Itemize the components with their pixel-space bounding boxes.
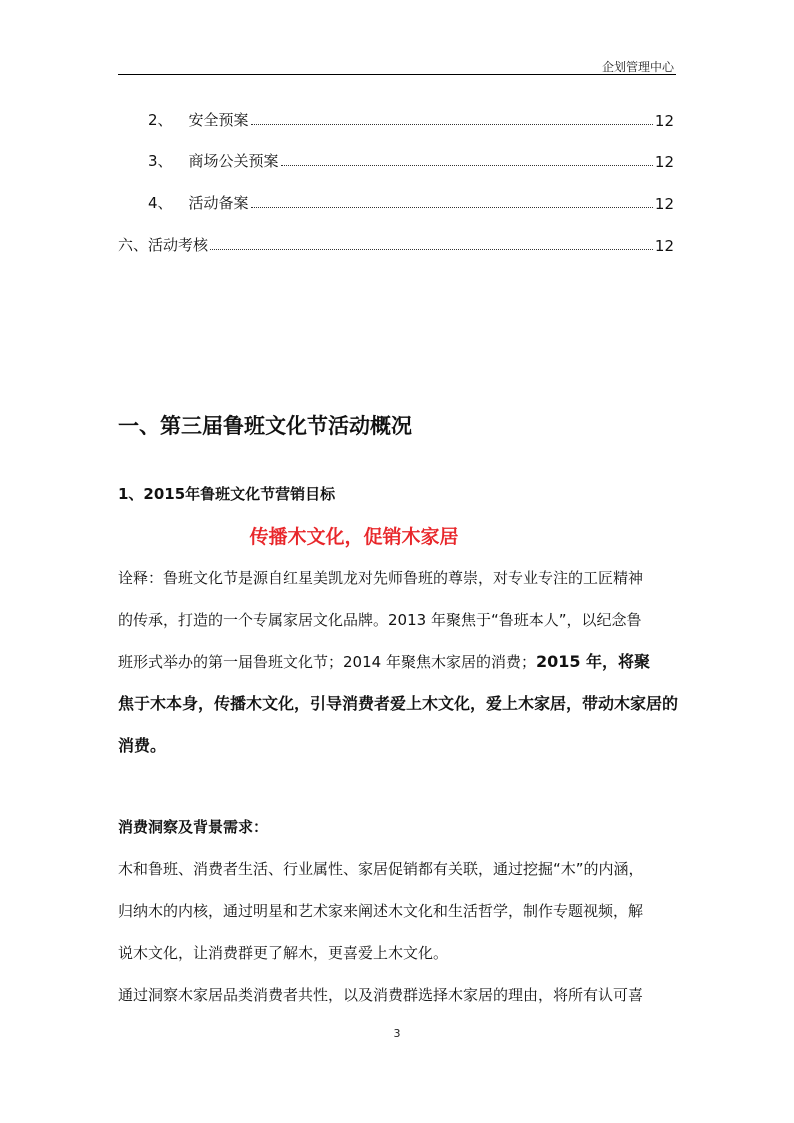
insight-paragraph	[118, 848, 698, 1016]
toc-page: 12	[654, 195, 674, 213]
toc-leader	[251, 206, 653, 208]
intro-paragraph	[118, 557, 678, 767]
toc-page: 12	[654, 112, 674, 130]
paragraph-line: 木和鲁班、消费者生活、行业属性、家居促销都有关联，通过挖掘“木”的内涵，	[118, 860, 644, 878]
paragraph-emphasis: 2015 年，将聚	[535, 652, 651, 671]
toc-leader	[281, 164, 653, 166]
toc-number: 4、	[148, 194, 173, 212]
paragraph-line	[118, 725, 678, 767]
toc-item[interactable]	[118, 189, 674, 213]
insight-heading: 消费洞察及背景需求：	[118, 818, 269, 836]
toc-item[interactable]	[118, 147, 674, 171]
toc-title: 安全预案	[188, 111, 249, 129]
paragraph-line	[118, 641, 678, 683]
toc-page: 12	[654, 237, 674, 255]
paragraph-emphasis: 焦于木本身，传播木文化，引导消费者爱上木文化，爱上木家居，带动木家居的	[118, 694, 679, 713]
toc-number: 2、	[148, 111, 173, 129]
paragraph-line: 通过洞察木家居品类消费者共性，以及消费群选择木家居的理由，将所有认可喜	[118, 986, 644, 1004]
page-header	[118, 56, 676, 75]
paragraph-text: 班形式举办的第一届鲁班文化节；2014 年聚焦木家居的消费；	[118, 653, 536, 671]
paragraph-line: 说木文化，让消费群更了解木，更喜爱上木文化。	[118, 944, 449, 962]
section-heading: 一、第三届鲁班文化节活动概况	[118, 414, 412, 438]
paragraph-emphasis: 消费。	[118, 736, 167, 755]
slogan: 传播木文化，促销木家居	[249, 526, 459, 548]
header-text: 企划管理中心	[601, 60, 674, 74]
toc-number: 3、	[148, 152, 173, 170]
paragraph-line: 诠释：鲁班文化节是源自红星美凯龙对先师鲁班的尊崇，对专业专注的工匠精神	[118, 569, 644, 587]
paragraph-line: 归纳木的内核，通过明星和艺术家来阐述木文化和生活哲学，制作专题视频，解	[118, 902, 644, 920]
page-number: 3	[393, 1027, 401, 1040]
toc-title: 六、活动考核	[118, 236, 209, 254]
toc-item[interactable]	[118, 231, 674, 255]
section-subheading: 1、2015年鲁班文化节营销目标	[118, 485, 336, 503]
toc-item[interactable]	[118, 106, 674, 130]
paragraph-line	[118, 683, 678, 725]
paragraph-line: 的传承，打造的一个专属家居文化品牌。2013 年聚焦于“鲁班本人”，以纪念鲁	[118, 611, 642, 629]
toc-page: 12	[654, 153, 674, 171]
toc-leader	[210, 248, 653, 250]
toc-title: 商场公关预案	[188, 152, 279, 170]
toc-title: 活动备案	[188, 194, 249, 212]
toc-leader	[251, 123, 653, 125]
